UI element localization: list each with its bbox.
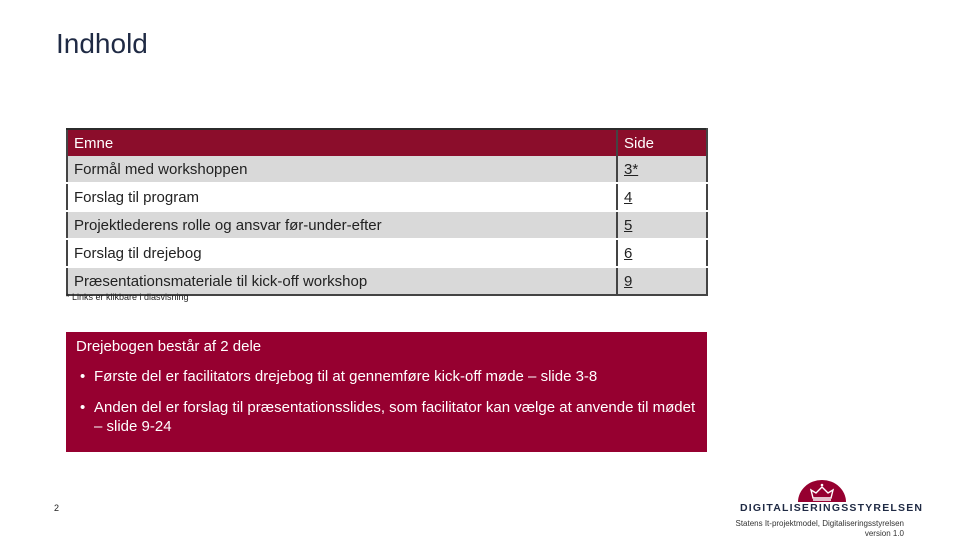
bullet-text: Anden del er forslag til præsentationsslides, som facilitator kan vælge at anvende til mødet – slide 9-24 — [94, 399, 696, 435]
page-link[interactable]: 3* — [624, 160, 639, 178]
table-row — [67, 239, 707, 267]
page-title: Indhold — [56, 28, 148, 59]
row-topic: Præsentationsmateriale til kick-off workshop — [67, 267, 617, 295]
page-link[interactable]: 5 — [624, 216, 633, 234]
info-box-list — [76, 367, 697, 436]
list-item — [76, 367, 697, 386]
bullet-icon: • — [80, 399, 86, 416]
header-page: Side — [617, 129, 707, 156]
table-header-row — [67, 129, 707, 156]
footer-line-2: version 1.0 — [864, 529, 904, 538]
table-row — [67, 183, 707, 211]
header-topic: Emne — [67, 129, 617, 156]
table-row — [67, 211, 707, 239]
page-link[interactable]: 4 — [624, 188, 633, 206]
table-row — [67, 267, 707, 295]
table-row — [67, 156, 707, 183]
row-topic: Forslag til drejebog — [67, 239, 617, 267]
page-link[interactable]: 9 — [624, 272, 633, 290]
logo-text: DIGITALISERINGSSTYRELSEN — [740, 502, 924, 514]
row-topic: Projektlederens rolle og ansvar før-under-efter — [67, 211, 617, 239]
slide-number: 2 — [54, 503, 60, 513]
info-box — [66, 332, 707, 452]
footer-line-1: Statens It-projektmodel, Digitaliseringsstyrelsen — [735, 519, 904, 528]
bullet-text: Første del er facilitators drejebog til at gennemføre kick-off møde – slide 3-8 — [94, 368, 598, 385]
contents-table — [66, 128, 708, 296]
bullet-icon: • — [80, 368, 86, 385]
page-link[interactable]: 6 — [624, 244, 633, 262]
footnote: * Links er klikbare i diasvisning — [66, 292, 189, 302]
logo — [740, 480, 924, 516]
crown-icon — [796, 480, 848, 502]
info-box-heading: Drejebogen består af 2 dele — [76, 338, 262, 355]
row-topic: Formål med workshoppen — [67, 156, 617, 183]
row-topic: Forslag til program — [67, 183, 617, 211]
list-item — [76, 398, 697, 436]
